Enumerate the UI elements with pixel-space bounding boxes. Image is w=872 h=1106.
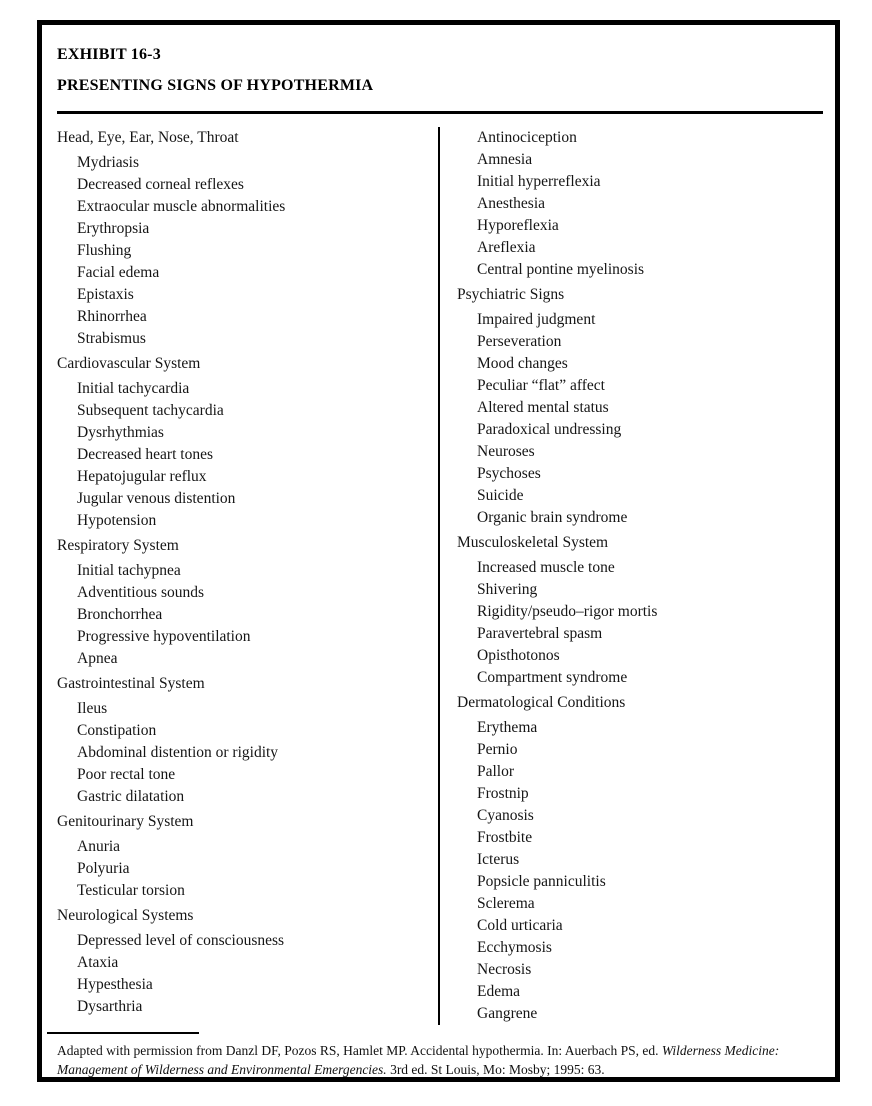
sign-item: Progressive hypoventilation <box>77 628 251 645</box>
sign-item: Initial hyperreflexia <box>477 173 601 190</box>
sign-item: Facial edema <box>77 264 160 281</box>
sign-section <box>457 284 835 529</box>
sign-item: Paradoxical undressing <box>477 421 622 438</box>
sign-item: Edema <box>477 983 521 1000</box>
section-heading: Psychiatric Signs <box>457 286 565 303</box>
section-heading: Gastrointestinal System <box>57 675 205 692</box>
footnote-text-after: 3rd ed. St Louis, Mo: Mosby; 1995: 63. <box>386 1062 605 1077</box>
sign-section <box>457 532 835 689</box>
section-heading: Musculoskeletal System <box>457 534 609 551</box>
sign-item: Frostbite <box>477 829 533 846</box>
sign-item: Perseveration <box>477 333 562 350</box>
sign-item: Dysarthria <box>77 998 143 1015</box>
sign-item: Polyuria <box>77 860 130 877</box>
footnote-rule <box>47 1032 199 1034</box>
sign-item: Pernio <box>477 741 518 758</box>
sign-item: Organic brain syndrome <box>477 509 628 526</box>
sign-item: Cyanosis <box>477 807 534 824</box>
sign-item: Antinociception <box>477 129 577 146</box>
exhibit-box <box>37 20 840 1082</box>
sign-item: Neuroses <box>477 443 535 460</box>
sign-item: Initial tachycardia <box>77 380 190 397</box>
sign-item: Necrosis <box>477 961 532 978</box>
sign-item: Anesthesia <box>477 195 546 212</box>
sign-item: Amnesia <box>477 151 533 168</box>
section-heading: Neurological Systems <box>57 907 194 924</box>
sign-item: Opisthotonos <box>477 647 560 664</box>
sign-item: Impaired judgment <box>477 311 596 328</box>
sign-item: Erythema <box>477 719 538 736</box>
sign-item: Compartment syndrome <box>477 669 628 686</box>
sign-item: Ecchymosis <box>477 939 552 956</box>
sign-item: Testicular torsion <box>77 882 185 899</box>
sign-item: Hypotension <box>77 512 157 529</box>
sign-item: Anuria <box>77 838 121 855</box>
sign-item: Mydriasis <box>77 154 139 171</box>
signs-column-right <box>440 127 835 1025</box>
sign-section <box>57 127 438 350</box>
sign-section <box>457 692 835 1025</box>
sign-section <box>57 905 438 1018</box>
footnote-book-title: Wilderness Medicine: Management of Wilderness and Environmental Emergencies. <box>57 1043 780 1077</box>
sign-item: Initial tachypnea <box>77 562 181 579</box>
sign-item: Increased muscle tone <box>477 559 615 576</box>
sign-item: Dysrhythmias <box>77 424 164 441</box>
sign-item: Hyporeflexia <box>477 217 559 234</box>
sign-item: Strabismus <box>77 330 146 347</box>
sign-item: Altered mental status <box>477 399 609 416</box>
sign-item: Gangrene <box>477 1005 538 1022</box>
sign-item: Ataxia <box>77 954 119 971</box>
sign-item: Decreased heart tones <box>77 446 213 463</box>
sign-section <box>57 811 438 902</box>
section-heading: Dermatological Conditions <box>457 694 626 711</box>
sign-item: Gastric dilatation <box>77 788 185 805</box>
sign-item: Psychoses <box>477 465 541 482</box>
sign-item: Peculiar “flat” affect <box>477 377 605 394</box>
sign-section <box>57 673 438 808</box>
sign-item: Bronchorrhea <box>77 606 163 623</box>
sign-item: Central pontine myelinosis <box>477 261 645 278</box>
sign-item: Icterus <box>477 851 520 868</box>
footnote <box>57 1041 821 1079</box>
signs-columns <box>42 127 835 1025</box>
sign-item: Popsicle panniculitis <box>477 873 606 890</box>
sign-item: Shivering <box>477 581 538 598</box>
sign-item: Decreased corneal reflexes <box>77 176 244 193</box>
sign-item: Hepatojugular reflux <box>77 468 207 485</box>
sign-section <box>457 127 835 281</box>
section-heading: Cardiovascular System <box>57 355 201 372</box>
page-title: PRESENTING SIGNS OF HYPOTHERMIA <box>57 77 374 94</box>
sign-item: Flushing <box>77 242 132 259</box>
sign-item: Extraocular muscle abnormalities <box>77 198 286 215</box>
sign-item: Hypesthesia <box>77 976 153 993</box>
sign-item: Depressed level of consciousness <box>77 932 285 949</box>
sign-item: Abdominal distention or rigidity <box>77 744 279 761</box>
sign-item: Paravertebral spasm <box>477 625 603 642</box>
sign-item: Ileus <box>77 700 108 717</box>
sign-item: Sclerema <box>477 895 535 912</box>
section-heading: Genitourinary System <box>57 813 194 830</box>
sign-section <box>57 535 438 670</box>
sign-item: Apnea <box>77 650 118 667</box>
sign-item: Suicide <box>477 487 524 504</box>
sign-item: Frostnip <box>477 785 529 802</box>
sign-item: Jugular venous distention <box>77 490 236 507</box>
exhibit-label: EXHIBIT 16-3 <box>57 46 161 63</box>
sign-item: Constipation <box>77 722 157 739</box>
sign-item: Pallor <box>477 763 515 780</box>
section-heading: Respiratory System <box>57 537 179 554</box>
sign-item: Mood changes <box>477 355 568 372</box>
sign-item: Rigidity/pseudo–rigor mortis <box>477 603 658 620</box>
section-heading: Head, Eye, Ear, Nose, Throat <box>57 129 239 146</box>
sign-item: Cold urticaria <box>477 917 563 934</box>
sign-item: Epistaxis <box>77 286 134 303</box>
exhibit-header <box>42 25 835 101</box>
signs-column-left <box>57 127 438 1025</box>
sign-section <box>57 353 438 532</box>
sign-item: Subsequent tachycardia <box>77 402 224 419</box>
footnote-text-before: Adapted with permission from Danzl DF, Pozos RS, Hamlet MP. Accidental hypothermia. In: Auerbach PS, ed. <box>57 1043 662 1058</box>
sign-item: Erythropsia <box>77 220 150 237</box>
header-rule <box>57 111 823 114</box>
sign-item: Poor rectal tone <box>77 766 176 783</box>
sign-item: Adventitious sounds <box>77 584 205 601</box>
sign-item: Areflexia <box>477 239 536 256</box>
sign-item: Rhinorrhea <box>77 308 147 325</box>
